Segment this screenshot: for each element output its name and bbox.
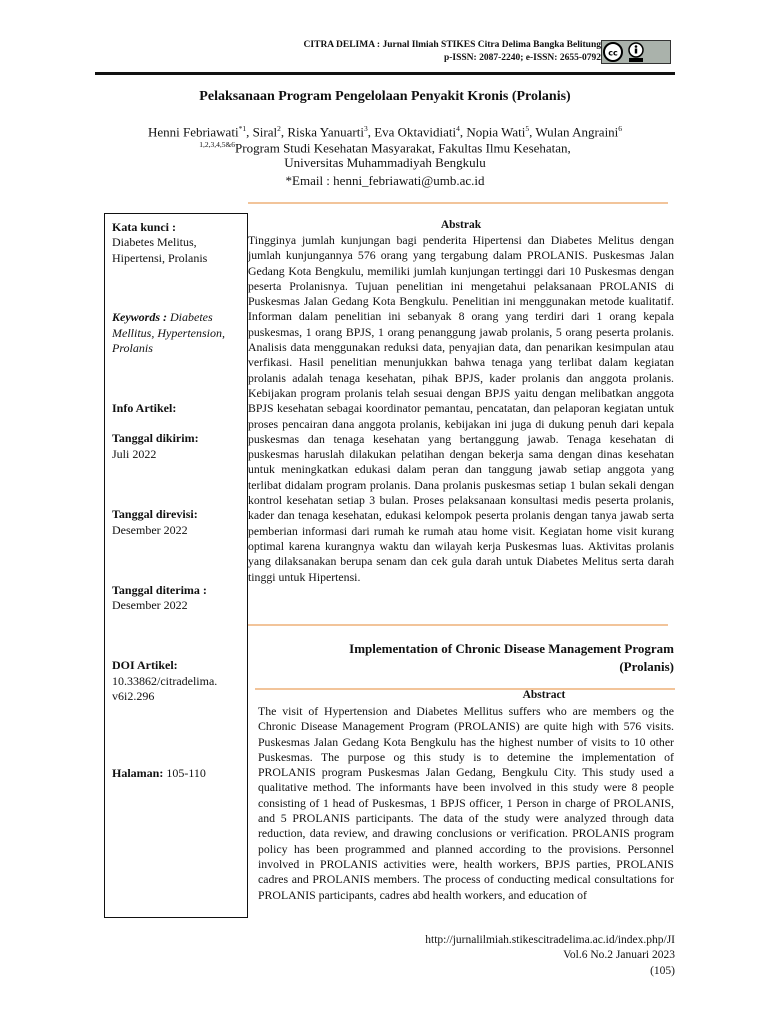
doi-value-line1[interactable]: 10.33862/citradelima. [112,674,218,688]
info-artikel-label: Info Artikel: [112,401,177,415]
journal-issn: p-ISSN: 2087-2240; e-ISSN: 2655-0792 [443,52,601,63]
author-name: Riska Yanuarti [287,124,364,140]
author-name: Henni Febriawati [147,124,239,140]
doi-label: DOI Artikel: [112,658,178,672]
halaman-block [112,766,246,782]
page-number: (105) [650,965,675,977]
doi-value-line2[interactable]: v6i2.296 [112,689,155,703]
cc-by-badge-graphic [602,41,670,63]
journal-name: CITRA DELIMA : Jurnal Ilmiah STIKES Citra Delima Bangka Belitung [303,40,601,50]
footer-url[interactable]: http://jurnalilmiah.stikescitradelima.ac.id/index.php/JI [425,934,675,946]
journal-header [181,39,601,64]
kata-kunci-label: Kata kunci : [112,220,177,234]
author-sup: 6 [618,124,623,133]
author-name: Wulan Angraini [535,124,619,140]
divider-middle [248,624,668,626]
tanggal-diterima-value: Desember 2022 [112,598,188,612]
abstrak-text: Tingginya jumlah kunjungan bagi penderita Hipertensi dan Diabetes Melitus dengan jumlah kunjungannya 576 orang yang tergabung dalam PROLANIS. Puskesmas Jalan Gedang Kota Bengkulu, memiliki jumlah kunjungan tertinggi dari 10 Puskesmas dengan peserta Prolanisnya. Tujuan penelitian ini mengetahui pelaksanaan PROLANIS di Puskesmas Jalan Gedang Kota Bengkulu. Penelitian ini menggunakan metode kualitatif. Informan dalam penelitian ini sebanyak 8 orang yang terdiri dari 1 orang kepala puskesmas, 1 orang BPJS, 1 orang penanggung jawab prolanis, 5 orang peserta prolanis. Analisis data menggunakan reduksi data, penyajian data, dan penarikan kesimpulan atau verfikasi. Hasil penelitian menunjukkan bahwa tenaga yang terlibat dalam kegiatan prolanis adalah tenaga kesehatan, pihak BPJS, kader prolanis dan anggota prolanis. Kebijakan program prolanis telah sesuai dengan BPJS yaitu dengan melibatkan anggota BPJS kesehatan sebagai koordinator pemantau, pencatatan, dan pelaporan kegiatan untuk proses pencairan dana anggota prolanis, kebijakan ini juga di dukung penuh dari kepala puskesmas dan tenaga kesehatan yang bertanggung jawab. Tenaga kesehatan di puskesmas haruslah dilakukan pelatihan dengan bekerja sama dengan dinas kesehatan untuk meningkatkan edukasi dalam peran dan tanggung jawab setiap anggota yang terlibat didalam program prolanis. Dana prolanis puskesmas setiap 1 bulan sekali dengan kontrol kesehatan setiap 3 bulan. Proses pelaksanaan konsultasi medis peserta prolanis, kader dan tenaga kesehatan, edukasi kelompok peserta prolanis dengan tanya jawab serta pemberian informasi dari rumah ke rumah atau home visit. Kegiatan home visit kurang optimal karena kurangnya waktu dan wilayah kerja Puskesmas luas. Aktivitas prolanis yang dilaksanakan berupa senam dan cek gula darah untuk Diabetes Melitus serta darah tinggi untuk Hipertensi. [248,233,674,584]
author-name: Eva Oktavidiati [374,124,457,140]
tanggal-diterima-label: Tanggal diterima : [112,583,207,597]
keywords-value: Diabetes Mellitus, Hypertension, Prolanis [112,310,225,355]
author-sup: 4 [456,124,460,133]
abstrak-heading: Abstrak [440,219,482,231]
divider-top [248,202,668,204]
footer-volume: Vol.6 No.2 Januari 2023 [563,949,675,961]
tanggal-dikirim-label: Tanggal dikirim: [112,431,199,445]
cc-by-icon [601,40,671,64]
author-sup: 3 [363,124,368,133]
corresponding-email: *Email : henni_febriawati@umb.ac.id [285,173,485,188]
halaman-value: 105-110 [166,766,206,780]
affiliation-sup: 1,2,3,4,5&6 [199,140,236,149]
svg-text:cc: cc [608,48,618,58]
author-list: Henni Febriawati$^{*1}$, Siral$^2$, Riska Yanuarti$^3$, Eva Oktavidiati$^4$, Nopia Wati$^5$, Wulan Angraini$^6$ [147,124,623,140]
affiliation-program: Program Studi Kesehatan Masyarakat, Fakultas Ilmu Kesehatan, [235,140,571,156]
author-name: Siral [252,124,278,140]
affiliation-university: Universitas Muhammadiyah Bengkulu [284,155,486,170]
english-title-line2: (Prolanis) [619,659,674,674]
author-name: Nopia Wati [466,124,526,140]
author-sup: 2 [277,124,281,133]
tanggal-direvisi-label: Tanggal direvisi: [112,507,198,521]
abstract-heading: Abstract [522,689,566,701]
author-sup: *1 [238,124,247,133]
tanggal-dikirim-value: Juli 2022 [112,447,157,461]
keywords-block [112,310,246,357]
paper-title: Pelaksanaan Program Pengelolaan Penyakit Kronis (Prolanis) [199,89,571,104]
keywords-label: Keywords : [112,310,167,324]
english-title-line1: Implementation of Chronic Disease Management Program [349,641,674,656]
header-rule [95,72,675,75]
english-title [290,640,674,676]
tanggal-direvisi-value: Desember 2022 [112,523,188,537]
abstract-text: The visit of Hypertension and Diabetes Mellitus suffers who are members og the Chronic Disease Management Program (PROLANIS) are quite high with 576 visits. Puskesmas Jalan Gedang Kota Bengkulu has the highest number of visits to 10 other Puskesmas. The purpose og this study is to detemine the implementation of PROLANIS program Puskesmas Jalan Gedang, Bengkulu City. This study used a qualitative method. The informants have been involved in this study were 8 people consisting of 1 head of Puskesmas, 1 BPJS officer, 1 Person in charge of PROLANIS, and 5 PROLANIS participants. The data of the study were analyzed through data reduction, data review, and drawing conclusions or verification. PROLANIS program policy has been programmed and planned according to the provisions. Personnel involved in PROLANIS activities were, health workers, BPJS parties, PROLANIS cadres and PROLANIS members. The process of conducting medical consultations for PROLANIS participants, cadres abd health workers, and education of [258,704,674,902]
kata-kunci-value: Diabetes Melitus, Hipertensi, Prolanis [112,235,208,265]
halaman-label: Halaman: [112,766,164,780]
author-sup: 5 [525,124,530,133]
